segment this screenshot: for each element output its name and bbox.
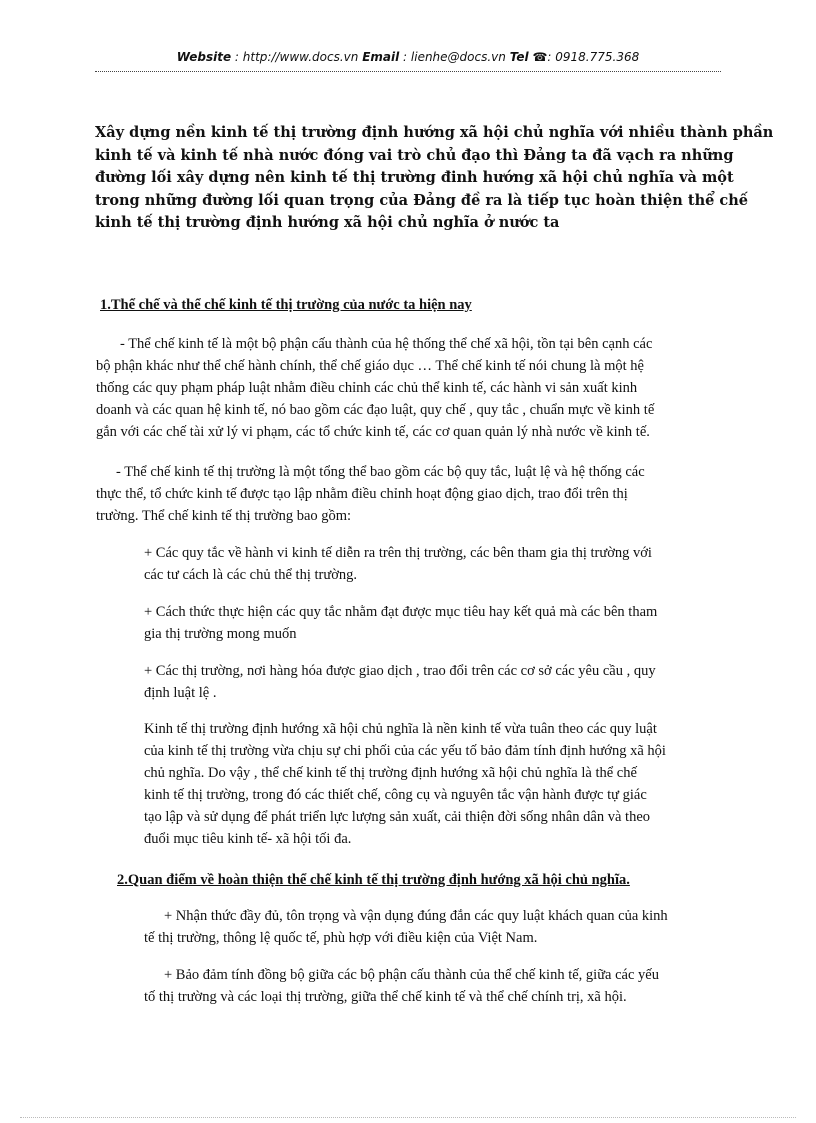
text-line: Kinh tế thị trường định hướng xã hội chủ nghĩa là nền kinh tế vừa tuân theo các quy luật: [144, 721, 657, 737]
section-1-paragraph-1: [96, 333, 654, 443]
text-line: thống các quy phạm pháp luật nhằm điều chỉnh các chủ thể kinh tế, các hành vi sản xuất kinh: [96, 380, 638, 396]
phone-icon: ☎: [532, 50, 548, 64]
section-1-bullet-2: [144, 601, 657, 645]
header-divider: [95, 71, 721, 72]
website-value: : http://www.docs.vn: [234, 50, 359, 64]
intro-line: trong những đường lối quan trọng của Đảng đề ra là tiếp tục hoàn thiện thể chế: [95, 191, 748, 209]
intro-line: kinh tế thị trường định hướng xã hội chủ nghĩa ở nước ta: [95, 214, 560, 231]
text-line: tạo lập và sử dụng để phát triển lực lượng sản xuất, cải thiện đời sống nhân dân và theo: [144, 809, 651, 825]
text-line: doanh và các quan hệ kinh tế, nó bao gồm các đạo luật, quy chế , quy tắc , chuẩn mực về kinh tế: [96, 402, 655, 418]
text-line: + Các quy tắc về hành vi kinh tế diễn ra trên thị trường, các bên tham gia thị trường với: [144, 545, 652, 561]
section-2-bullet-1: [144, 905, 668, 949]
intro-line: kinh tế và kinh tế nhà nước đóng vai trò chủ đạo thì Đảng ta đã vạch ra những: [95, 146, 734, 164]
section-1-paragraph-2: [96, 461, 645, 527]
section-1-heading: 1.Thể chế và thể chế kinh tế thị trường của nước ta hiện nay: [100, 297, 472, 313]
text-line: bộ phận khác như thể chế hành chính, thể chế giáo dục … Thể chế kinh tế nói chung là một hệ: [96, 358, 644, 374]
footer-divider: [20, 1117, 796, 1118]
section-2-bullet-2: [144, 964, 659, 1008]
intro-line: Xây dựng nền kinh tế thị trường định hướng xã hội chủ nghĩa với nhiều thành phần: [95, 124, 774, 141]
text-line: định luật lệ .: [144, 685, 217, 701]
text-line: tế thị trường, thông lệ quốc tế, phù hợp với điều kiện của Việt Nam.: [144, 930, 538, 946]
text-line: + Cách thức thực hiện các quy tắc nhằm đạt được mục tiêu hay kết quả mà các bên tham: [144, 604, 658, 620]
text-line: kinh tế thị trường, trong đó các thiết chế, công cụ và nguyên tắc vận hành được tự giác: [144, 787, 647, 803]
email-label: Email: [362, 50, 400, 64]
tel-value: : 0918.775.368: [547, 50, 640, 64]
website-label: Website: [176, 50, 232, 64]
text-line: gắn với các chế tài xử lý vi phạm, các tổ chức kinh tế, các cơ quan quản lý nhà nước về kinh tế.: [96, 424, 650, 440]
section-2-heading: 2.Quan điểm về hoàn thiện thể chế kinh tế thị trường định hướng xã hội chủ nghĩa.: [117, 872, 630, 888]
text-line: - Thể chế kinh tế thị trường là một tổng thể bao gồm các bộ quy tắc, luật lệ và hệ thống các: [116, 464, 645, 480]
text-line: của kinh tế thị trường vừa chịu sự chi phối của các yếu tố bảo đảm tính định hướng xã hội: [144, 743, 666, 759]
text-line: đuổi mục tiêu kinh tế- xã hội tối đa.: [144, 831, 352, 847]
text-line: thực thể, tổ chức kinh tế được tạo lập nhằm điều chỉnh hoạt động giao dịch, trao đổi trên thị: [96, 486, 628, 502]
section-1-paragraph-3: [144, 718, 666, 850]
page-header: [95, 50, 721, 64]
intro-line: đường lối xây dựng nên kinh tế thị trường đinh hướng xã hội chủ nghĩa và một: [95, 169, 734, 186]
text-line: gia thị trường mong muốn: [144, 626, 297, 642]
email-value: : lienhe@docs.vn: [403, 50, 506, 64]
text-line: tố thị trường và các loại thị trường, giữa thể chế kinh tế và thể chế chính trị, xã hội.: [144, 989, 627, 1005]
text-line: trường. Thể chế kinh tế thị trường bao gồm:: [96, 508, 352, 524]
section-1-bullet-3: [144, 660, 656, 704]
section-1-bullet-1: [144, 542, 652, 586]
tel-label: Tel: [509, 50, 529, 64]
intro-paragraph: [95, 122, 774, 235]
text-line: + Bảo đảm tính đồng bộ giữa các bộ phận cấu thành của thể chế kinh tế, giữa các yếu: [164, 967, 659, 983]
text-line: - Thể chế kinh tế là một bộ phận cấu thành của hệ thống thể chế xã hội, tồn tại bên cạnh các: [120, 336, 653, 352]
text-line: chủ nghĩa. Do vậy , thể chế kinh tế thị trường định hướng xã hội chủ nghĩa là thể chế: [144, 765, 637, 781]
text-line: + Nhận thức đầy đủ, tôn trọng và vận dụng đúng đắn các quy luật khách quan của kinh: [164, 908, 668, 924]
text-line: các tư cách là các chủ thể thị trường.: [144, 567, 357, 583]
text-line: + Các thị trường, nơi hàng hóa được giao dịch , trao đổi trên các cơ sở các yêu cầu , quy: [144, 663, 656, 679]
